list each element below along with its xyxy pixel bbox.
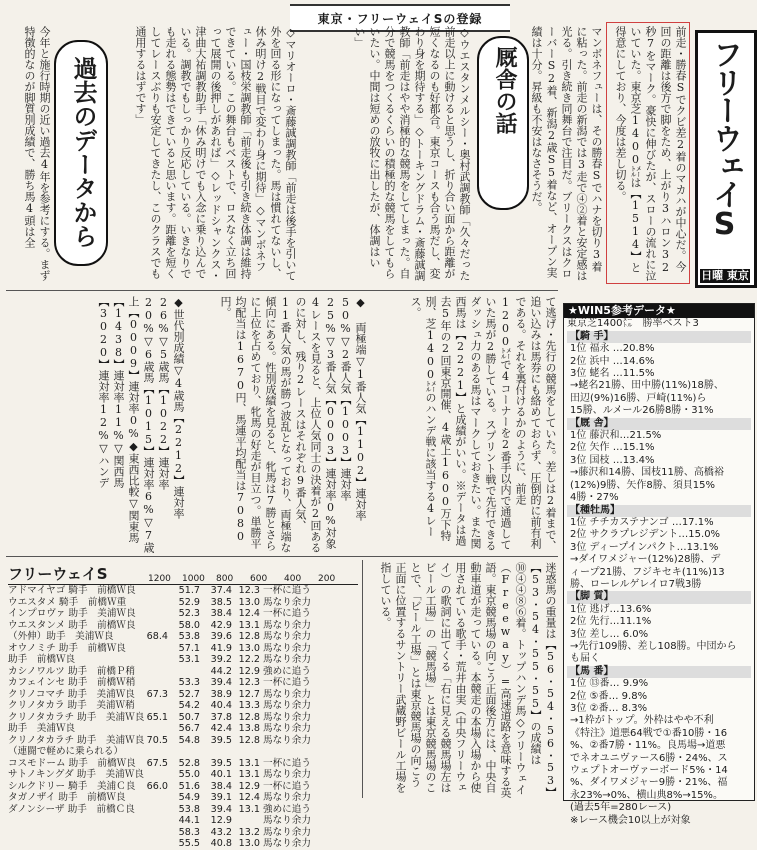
win5-line: 勝、ローレルゲレイロ7戦3勝 <box>570 578 702 590</box>
table-cell: 41.9 <box>210 642 232 654</box>
banner-text: 東京・フリーウェイSの登録 <box>317 11 483 26</box>
divider-vertical-low <box>362 560 363 798</box>
table-cell: 65.1 <box>146 711 168 723</box>
table-row <box>8 758 358 770</box>
table-cell: 53.8 <box>178 803 200 815</box>
win5-line: 1位 ⑬番… 9.9% <box>570 678 649 690</box>
table-row <box>8 700 358 712</box>
table-cell: 馬なり余力 <box>263 631 311 642</box>
table-cell: 38.9 <box>210 688 232 700</box>
table-cell: 38.4 <box>210 780 232 792</box>
table-cell <box>136 654 168 666</box>
table-cell: オウノミチ 助手 前橋Ｗ良 <box>8 642 126 654</box>
win5-line: 1位 逃げ…13.6% <box>570 603 652 615</box>
win5-line: →蛯名21勝、田中勝(11%)18勝、 <box>570 380 724 392</box>
table-cell: 44.1 <box>178 815 200 826</box>
table-cell: 12.9 <box>238 665 260 677</box>
win5-line: ※レース機会10以上が対象 <box>570 814 691 826</box>
table-cell: 58.3 <box>178 826 200 838</box>
table-cell <box>232 746 260 758</box>
table-cell: 馬なり余力 <box>263 769 311 780</box>
table-cell: 42.9 <box>210 619 232 631</box>
win5-section-title: 【種牡馬】 <box>567 505 751 517</box>
table-cell: （外伸）助手 美浦Ｗ良 <box>8 631 114 642</box>
win5-line: でネオユニヴァース6勝・24%、ス <box>570 752 728 764</box>
table-cell: 13.8 <box>238 723 260 734</box>
table-row <box>8 608 358 620</box>
past-data-column-2: ◆ 両極端▽1番人気【1102】連対率50%▽2番人気【1003】連対率25%▽3番人気【0003】連対率0%対象4レースを見ると、上位人気同士の決着が2回あるのに対し、残り2レースはそれぞれ9番人気、11番人気の馬が勝つ波乱となっており、両極端な傾向にある。性別成績を見ると、牝馬は7勝とさらに上位を占めており、牝馬の好走が目立つ。単勝平均配当は1670円、馬連平均配当は7080円。 <box>219 296 367 553</box>
table-cell: 一杯に追う <box>263 608 311 619</box>
table-cell: 70.5 <box>146 734 168 746</box>
table-cell: 58.0 <box>178 619 200 631</box>
win5-line: 3位 ②番… 8.3% <box>570 703 648 714</box>
table-cell: 68.4 <box>146 631 168 642</box>
table-cell <box>136 769 168 781</box>
table-cell: 一杯に追う <box>263 780 311 792</box>
table-row <box>8 769 358 781</box>
win5-line: (過去5年=280レース) <box>570 802 672 814</box>
table-row <box>8 746 358 758</box>
table-cell: 52.3 <box>178 608 200 619</box>
table-cell: 39.2 <box>210 654 232 665</box>
race-title-box <box>695 30 757 288</box>
table-row <box>8 827 358 839</box>
stable-comments-title: 厩舎の話 <box>492 46 517 134</box>
table-cell: 52.8 <box>178 757 200 769</box>
win5-header: ★WIN5参考データ★ <box>564 304 754 318</box>
win5-line: %、②番7勝・11%。良馬場→道悪 <box>570 740 726 752</box>
table-row <box>8 792 358 804</box>
table-cell: 39.4 <box>210 677 232 688</box>
table-cell: 53.8 <box>178 631 200 642</box>
table-cell: 馬なり余力 <box>263 792 311 803</box>
table-cell: 12.3 <box>238 585 260 596</box>
win5-line: 田辺(9%)16勝、戸崎(11%)ら <box>570 392 707 404</box>
table-cell: 53.3 <box>178 677 200 688</box>
table-cell: 13.0 <box>238 596 260 608</box>
table-cell <box>136 608 168 620</box>
table-cell <box>136 620 168 632</box>
table-cell: 12.7 <box>238 688 260 700</box>
table-cell <box>136 666 168 678</box>
win5-line: %、ダイワメジャー9勝・21%、福 <box>570 777 728 789</box>
table-cell <box>136 643 168 655</box>
table-cell: 馬なり余力 <box>263 700 311 711</box>
win5-line: も届く <box>570 653 600 665</box>
table-cell: 39.5 <box>210 734 232 746</box>
table-row <box>8 620 358 632</box>
win5-line: 1位 福永 …20.8% <box>570 343 655 355</box>
table-cell: 助手 美浦Ｗ良 <box>8 723 76 734</box>
table-cell: （連闘で軽めに乗られる） <box>8 746 124 757</box>
table-cell: サトノキングダ 助手 美浦Ｗ良 <box>8 769 144 780</box>
table-row <box>8 666 358 678</box>
win5-line: 3位 差し… 6.0% <box>570 628 649 640</box>
table-cell: 51.7 <box>178 585 200 596</box>
divider-horizontal-mid <box>6 556 558 557</box>
table-cell: クリノコマチ 助手 美浦Ｗ良 <box>8 688 135 700</box>
table-cell: カシノワルツ 助手 前橋Ｐ稍 <box>8 665 136 677</box>
table-cell: 38.4 <box>210 608 232 619</box>
table-row <box>8 654 358 666</box>
win5-section-title: 【脚 質】 <box>567 591 751 603</box>
table-cell: 馬なり余力 <box>263 815 311 826</box>
table-row <box>8 723 358 735</box>
table-cell: 馬なり余力 <box>263 619 311 631</box>
table-cell: 51.6 <box>178 780 200 792</box>
table-cell: 54.2 <box>178 700 200 711</box>
table-cell: 助手 前橋Ｗ良 <box>8 654 76 665</box>
table-cell <box>168 666 200 678</box>
past-data-title: 過去のデータから <box>69 56 98 248</box>
table-cell: 馬なり余力 <box>263 838 311 849</box>
table-cell: 12.3 <box>238 677 260 688</box>
win5-line: 永23%→0%、横山典8%→15%。 <box>570 789 723 801</box>
table-cell: 38.5 <box>210 596 232 608</box>
table-cell: 馬なり余力 <box>263 596 311 608</box>
table-cell <box>200 746 232 758</box>
win5-section-title: 【馬 番】 <box>567 666 751 678</box>
table-cell: ダノンシーザ 助手 前橋Ｃ良 <box>8 803 135 815</box>
table-cell <box>232 815 260 827</box>
table-cell: 54.9 <box>178 792 200 803</box>
table-cell: ウエスタメ 騎手 前橋Ｗ重 <box>8 596 127 608</box>
table-cell: シルクドリー 騎手 美浦Ｃ良 <box>8 780 136 792</box>
table-cell: 12.2 <box>238 654 260 665</box>
win5-line: →ダイワメジャー(12%)28勝、デ <box>570 554 721 566</box>
table-cell <box>260 746 353 758</box>
past-data-heading <box>54 40 108 266</box>
table-row <box>8 712 358 724</box>
win5-line: 4勝・27% <box>570 492 619 504</box>
table-cell: クリノタカラ 助手 美浦Ｗ稍 <box>8 700 135 711</box>
table-cell: 馬なり余力 <box>263 734 311 746</box>
table-cell: 馬なり余力 <box>263 711 311 723</box>
table-cell: 13.1 <box>238 803 260 815</box>
table-cell <box>136 815 168 827</box>
win5-line: 2位 矢作 …15.1% <box>570 442 655 454</box>
win5-line: 《特注》道悪64戦で①番10勝・16 <box>570 727 728 739</box>
table-row <box>8 838 358 850</box>
table-cell: 54.8 <box>178 734 200 746</box>
win5-line: 3位 蛯名 …11.5% <box>570 368 655 380</box>
workout-table-title: フリーウェイS <box>8 565 108 583</box>
table-cell: 12.8 <box>238 631 260 642</box>
win5-line: 3位 ディープインパクト…13.1% <box>570 541 719 553</box>
divider-horizontal-top <box>6 290 558 291</box>
table-row <box>8 631 358 643</box>
table-cell: カフェインセ 助手 前橋Ｗ稍 <box>8 677 136 688</box>
table-cell <box>8 815 136 827</box>
table-cell: 12.9 <box>238 780 260 792</box>
table-cell <box>136 597 168 609</box>
table-cell: 40.1 <box>210 769 232 780</box>
table-cell: インプロヴァ 助手 美浦Ｗ良 <box>8 608 136 619</box>
table-cell: 13.1 <box>238 769 260 780</box>
table-cell: 13.0 <box>238 838 260 849</box>
table-cell: 56.7 <box>178 723 200 734</box>
table-cell: 12.4 <box>238 608 260 619</box>
table-row <box>8 643 358 655</box>
intro-column-1: 前走・勝春Sでクビ差2着のマカハが中心だ。今回の距離は後方で脚をため、上がり3ハロン32秒7をマーク。豪快に伸びたが、スローの流れに泣いていた。東京芝1400㍍は【1514】と得意にしており、今度は差し切る。 <box>614 26 687 281</box>
table-cell: 強めに追う <box>263 665 311 677</box>
table-row <box>8 781 358 793</box>
win5-line: 3位 国枝 …13.4% <box>570 454 655 466</box>
table-row <box>8 735 358 747</box>
workout-table-body <box>8 585 358 850</box>
win5-line: 1位 藤沢和…21.5% <box>570 430 662 442</box>
win5-section-title: 【厩 舎】 <box>567 418 751 430</box>
win5-line: →先行109勝、差し108勝。中団から <box>570 640 737 652</box>
table-cell: 67.5 <box>146 757 168 769</box>
table-cell: 馬なり余力 <box>263 723 311 734</box>
table-cell: 一杯に追う <box>263 585 311 596</box>
table-cell: 一杯に追う <box>263 757 311 769</box>
table-cell <box>168 746 200 758</box>
table-cell <box>136 838 168 850</box>
stable-comments-column-a: ◇ウエスタンメルシー・奥村武調教師「久々だった前走以上に動けると思うし、折り合い面から距離が短くなるのも好都合。東京コースも合う馬だし、変わり身を期待する」◇トーキングドラム・斎藤誠調教師「前走はやや消極的な競馬をしてしまった。自分で競馬をつくるくらいの積極的な競馬をしてもらいたい。中間は短めの放牧に出したが、体調はいい」 <box>353 26 471 281</box>
table-cell: タガノザイ 助手 前橋Ｗ良 <box>8 792 126 803</box>
table-row <box>8 597 358 609</box>
table-cell: 馬なり余力 <box>263 688 311 700</box>
stable-comments-heading <box>477 36 529 210</box>
table-cell <box>136 792 168 804</box>
table-cell <box>136 585 168 597</box>
win5-line: 1位 チチカステナンゴ …17.1% <box>570 516 714 528</box>
table-cell: 52.7 <box>178 688 200 700</box>
win5-line: 2位 ⑤番… 9.8% <box>570 690 648 702</box>
table-row <box>8 815 358 827</box>
table-cell: 55.5 <box>178 838 200 849</box>
table-cell: 44.2 <box>210 665 232 677</box>
table-cell: 39.6 <box>210 631 232 642</box>
win5-line: 15勝、ルメール26勝8勝・31% <box>570 405 714 417</box>
race-name-note: 迷惑馬の重量は【56・54・56・53】【53・54・55・55】の成績は⑩④④⑧⑥着。トップハンデ馬◇フリーウェイ（Freeway）=高速道路を意味する英語。東京競馬場の向こう正面後方には、中央自動車道が走っている。本競走の本場入場から使用されている歌手・荒井由実（中央フリーウェイ）の歌詞に出てくる「右に見える競馬場左はビール工場」の「競馬場」とは東京競馬場のことで、「ビール工場」とは東京競馬場の向こう正面に位置するサントリー武蔵野ビール工場を指している。 <box>379 562 557 798</box>
table-cell <box>136 804 168 816</box>
table-cell: 馬なり余力 <box>263 642 311 654</box>
win5-section-title: 【騎 手】 <box>567 331 751 343</box>
table-cell: 40.4 <box>210 700 232 711</box>
win5-sections <box>564 331 754 827</box>
past-data-column-3: ◆世代別成績▽4歳馬【2212】連対率26%▽5歳馬【1022】連対率20%▽6歳馬【1015】連対率6%▽7歳上【0009】連対率0%◆東西比較▽関東馬【1438】連対率11%▽関西馬【3020】連対率12%▽ハンデ <box>97 296 185 553</box>
table-cell: 13.2 <box>238 826 260 838</box>
table-cell: 13.3 <box>238 700 260 711</box>
table-cell: 67.3 <box>146 688 168 700</box>
table-cell: 馬なり余力 <box>263 654 311 665</box>
workout-table <box>8 560 358 849</box>
table-cell: 40.8 <box>210 838 232 849</box>
table-cell: 66.0 <box>146 780 168 792</box>
table-cell: 強めに追う <box>263 803 311 815</box>
table-cell <box>136 723 168 735</box>
win5-line: 2位 浜中 …14.6% <box>570 355 655 367</box>
table-cell: 37.4 <box>210 585 232 596</box>
table-cell: 43.2 <box>210 826 232 838</box>
table-cell: 50.7 <box>178 711 200 723</box>
table-cell <box>136 677 168 689</box>
table-cell: 37.8 <box>210 711 232 723</box>
race-title: フリーウェイS <box>707 39 742 240</box>
table-cell <box>8 827 136 839</box>
win5-data-box <box>563 303 755 826</box>
win5-line: →1枠がトップ。外枠はやや不利 <box>570 715 714 727</box>
table-cell <box>136 700 168 712</box>
win5-subtitle: 東京芝1400㍍ 勝率ベスト3 <box>567 318 699 330</box>
table-cell: 12.8 <box>238 711 260 723</box>
table-cell: 13.1 <box>238 757 260 769</box>
table-cell: 12.4 <box>238 792 260 803</box>
table-cell: アドマイヤゴ 騎手 前橋Ｗ良 <box>8 585 136 596</box>
table-cell: 12.8 <box>238 734 260 746</box>
intro-column-2: マンボネフューは、その勝春Sでハナを切り3着に粘った。前走の新潟では3走で④②着と安定感は光る。引き続き同舞台で注目だ。ブリークスはクローバーS2着、新潟2歳S5着など、オープン実績は十分。昇級も不安はなさそうだ。 <box>530 26 603 281</box>
table-row <box>8 585 358 597</box>
table-cell: 39.4 <box>210 803 232 815</box>
win5-line: ィープ21勝、フジキセキ(11%)13 <box>570 566 725 578</box>
table-cell: 53.1 <box>178 654 200 665</box>
table-cell <box>136 746 168 758</box>
stable-comments-column-b: ◇マリオーロ・斎藤誠調教師「前走は後手を引いて外を回る形になってしまった。馬は慣れてないし、休み明け2戦目で変わり身に期待」◇マンボネフュー・国枝栄調教師「前走後も引き続き体調は維持できている。この舞台もベストで、ロスなく立ち回って展開の後押しがあれば」◇レッドシャンクス・津曲大祐調教助手「休み明けでも入念に乗り込んでいる。調教でもしっかり反応している。いきなりでも走れる態勢はできていると思います。距離を短くしてレースぶりも安定してきたし、このクラスでも通用するはずです」 <box>134 26 297 281</box>
race-day: 日曜 東京 <box>701 269 749 282</box>
table-cell: 13.0 <box>238 642 260 654</box>
table-cell: 12.9 <box>210 815 232 826</box>
table-cell: 39.1 <box>210 792 232 803</box>
win5-line: 2位 先行…11.1% <box>570 616 652 628</box>
table-cell: クリノタカラチ 助手 美浦Ｗ良 <box>8 711 145 723</box>
table-cell: 馬なり余力 <box>263 826 311 838</box>
table-row <box>8 677 358 689</box>
table-cell: 55.0 <box>178 769 200 780</box>
workout-table-header: フリーウェイS 1200 1000 800 600 400 200 <box>8 560 358 585</box>
win5-line: 2位 サクラプレジデント…15.0% <box>570 529 721 541</box>
table-cell: 42.4 <box>210 723 232 734</box>
win5-line: (12%)9勝、矢作8勝、須貝15% <box>570 479 715 491</box>
table-cell: 13.1 <box>238 619 260 631</box>
table-cell: 57.1 <box>178 642 200 654</box>
table-cell: ウエスタンメ 助手 前橋Ｗ良 <box>8 619 136 631</box>
table-cell <box>136 827 168 839</box>
win5-line: ウェプトオーヴァーボード5%・14 <box>570 765 728 777</box>
past-data-column-1: て逃げ・先行の競馬をしていた。差しは2着まで、追い込みは馬券にも絡めておらず、圧倒的に前有利である。それを裏付けるかのように、前走1200㍍で4コーナーを2番手以内で通過していた馬が2勝している。スプリント戦で先行できるダッシュ力のある馬はマークしておきたい。また関西馬は【2221】と成績がいい。※データは過去5年の2回東京開催、4歳上1600万下特別、芝1400㍍のハンデ戦に該当する4レース。 <box>409 296 557 551</box>
table-cell: 39.5 <box>210 757 232 769</box>
table-cell: 一杯に追う <box>263 677 311 688</box>
table-cell: 52.9 <box>178 596 200 608</box>
table-cell: コスモドーム 助手 前橋Ｗ良 <box>8 757 136 769</box>
table-cell: クリノタカラチ 助手 美浦Ｗ良 <box>8 734 145 746</box>
past-data-intro: 今年と施行時期の近い過去4年を参考にする。まず特徴的なのが脚質別成績で、勝ち馬4頭は全 <box>23 26 51 281</box>
table-row <box>8 689 358 701</box>
table-row <box>8 804 358 816</box>
win5-line: →藤沢和14勝、国枝11勝、高橋裕 <box>570 467 724 479</box>
table-cell <box>8 838 136 850</box>
